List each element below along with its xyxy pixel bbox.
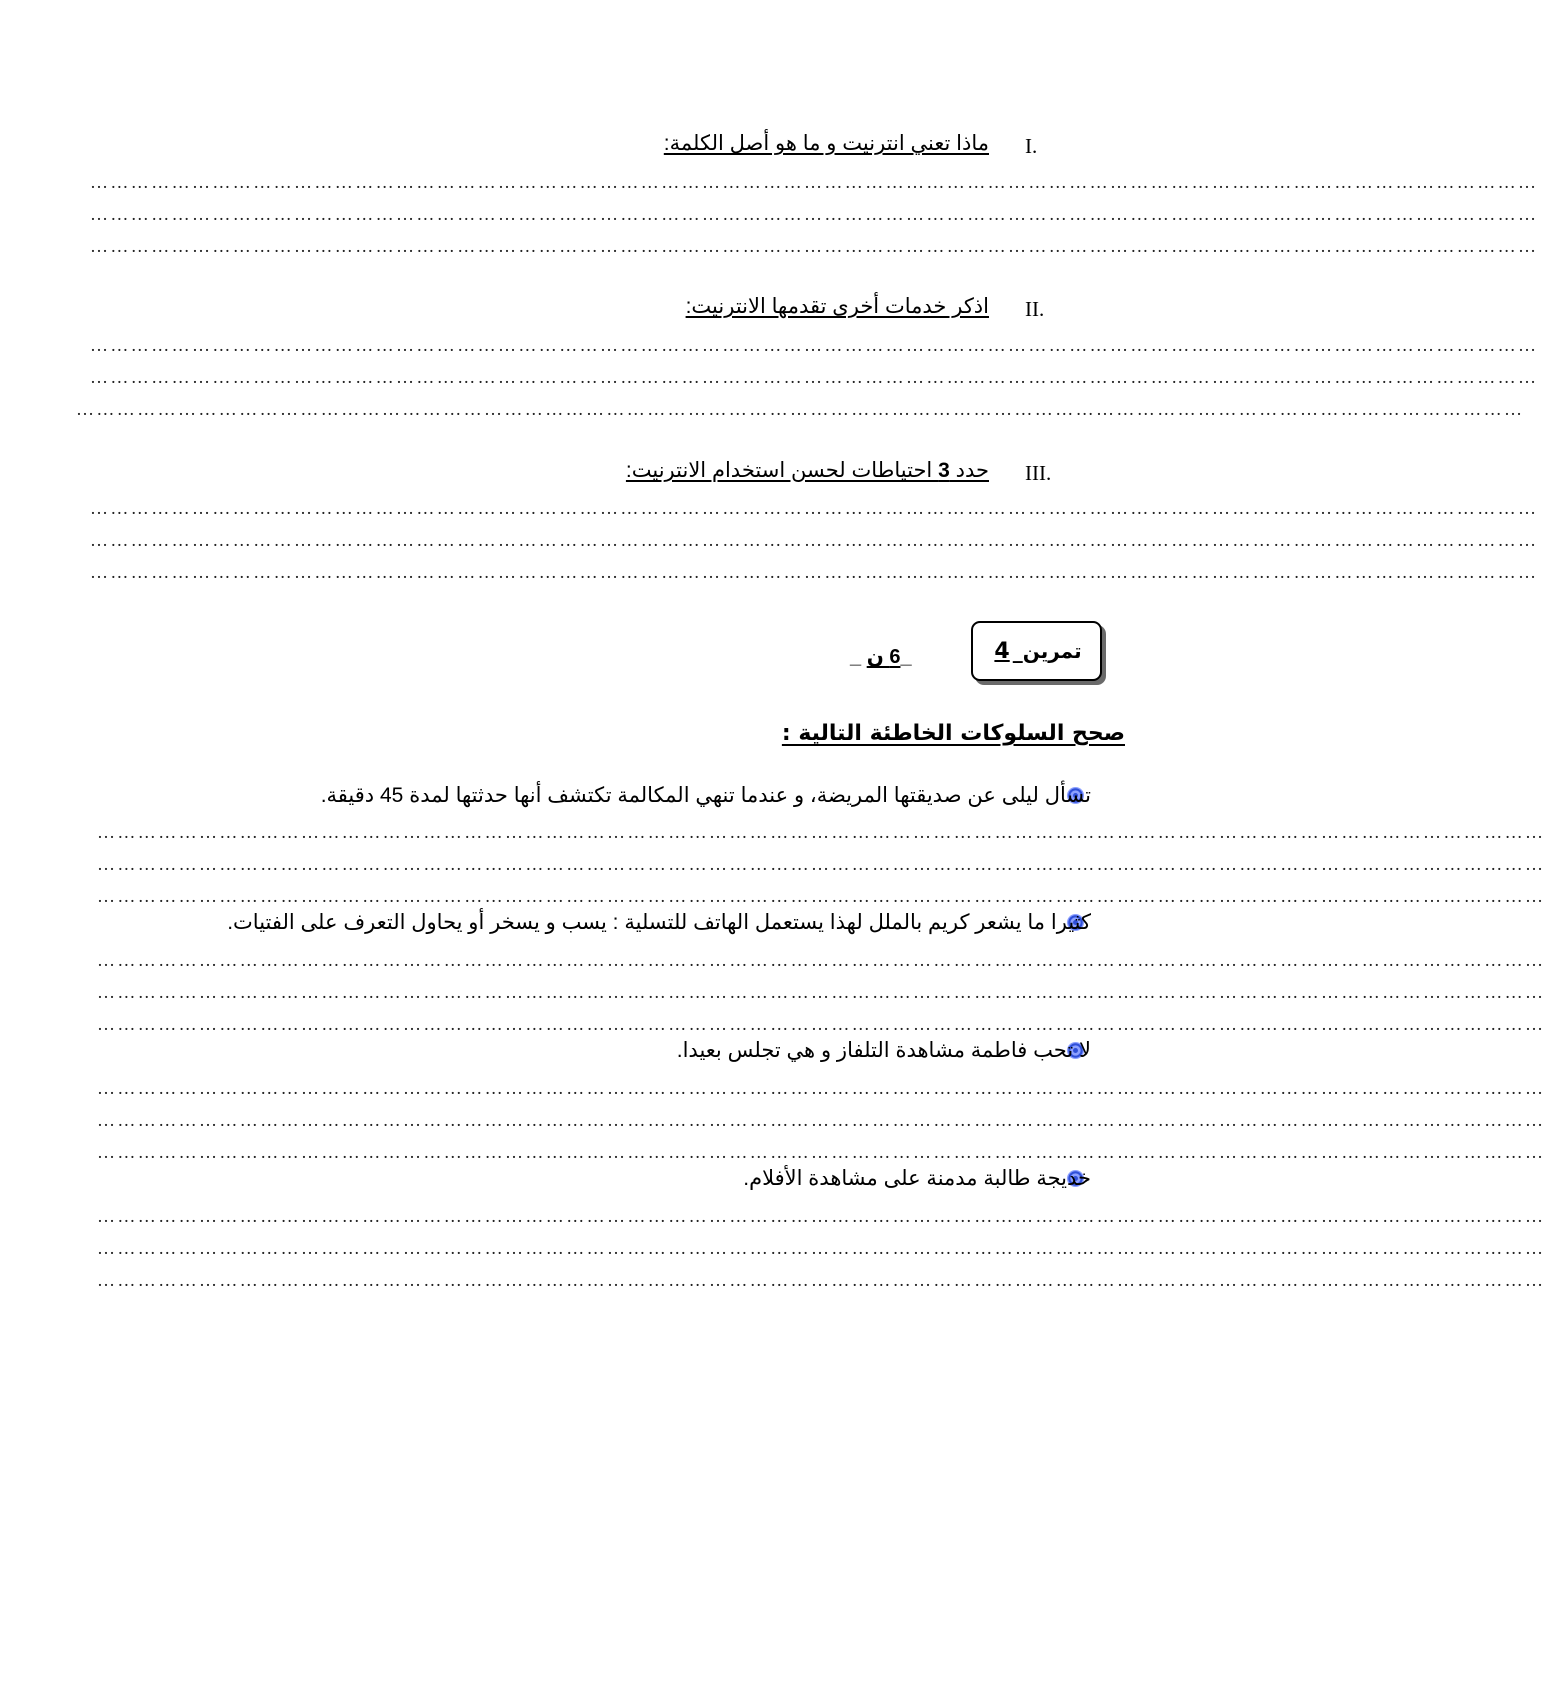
points-label xyxy=(850,644,912,669)
answer-line: …………………………………………………………………………………………………………………………………………………………………………………………… xyxy=(90,172,1539,192)
question-3-text-before: حدد xyxy=(949,459,989,482)
question-3-number: III. xyxy=(1025,461,1052,485)
section-heading: صحح السلوكات الخاطئة التالية : xyxy=(781,721,1125,746)
points-dash-left: _ xyxy=(850,646,862,668)
answer-line: …………………………………………………………………………………………………………………………………………………………………………………………… xyxy=(90,562,1539,582)
answer-line: …………………………………………………………………………………………………………………………………………………………………………………………… xyxy=(90,367,1539,387)
question-2-number: II. xyxy=(1025,297,1045,321)
exercise-box: تمرين _ 4 xyxy=(971,621,1102,681)
answer-line: …………………………………………………………………………………………………………………………………………………………………………………………… xyxy=(90,498,1539,518)
list-item: خديجة طالبة مدمنة على مشاهدة الأفلام. xyxy=(743,1167,1091,1190)
answer-line: …………………………………………………………………………………………………………………………………………………………………………………………… xyxy=(90,236,1539,256)
question-3-text xyxy=(626,458,989,484)
answer-line: …………………………………………………………………………………………………………………………………………………………………………………………… xyxy=(97,1270,1545,1290)
exercise-number: 4 xyxy=(994,638,1010,664)
answer-line: …………………………………………………………………………………………………………………………………………………………………………………………… xyxy=(97,982,1545,1002)
question-3-number-highlight: 3 xyxy=(938,459,950,482)
answer-line: …………………………………………………………………………………………………………………………………………………………………………………………… xyxy=(90,204,1539,224)
answer-line: …………………………………………………………………………………………………………………………………………………………………………………………… xyxy=(97,822,1545,842)
answer-line: …………………………………………………………………………………………………………………………………………………………………………………………… xyxy=(97,1110,1545,1130)
answer-line: …………………………………………………………………………………………………………………………………………………………………………………………… xyxy=(97,1078,1545,1098)
answer-line: …………………………………………………………………………………………………………………………………………………………………………………………… xyxy=(76,399,1525,419)
points-dash-right: _ xyxy=(900,646,912,668)
answer-line: …………………………………………………………………………………………………………………………………………………………………………………………… xyxy=(97,1142,1545,1162)
list-item: تسأل ليلى عن صديقتها المريضة، و عندما تنهي المكالمة تكتشف أنها حدثتها لمدة 45 دقيقة. xyxy=(320,784,1091,807)
question-1-number: I. xyxy=(1025,134,1038,158)
question-3-text-after: احتياطات لحسن استخدام الانترنيت: xyxy=(625,459,939,482)
answer-line: …………………………………………………………………………………………………………………………………………………………………………………………… xyxy=(97,1238,1545,1258)
answer-line: …………………………………………………………………………………………………………………………………………………………………………………………… xyxy=(97,1206,1545,1226)
list-item: لا تحب فاطمة مشاهدة التلفاز و هي تجلس بعيدا. xyxy=(676,1039,1091,1062)
points-value: 6 ن xyxy=(866,646,901,668)
question-1-text: ماذا تعني انترنيت و ما هو أصل الكلمة: xyxy=(663,132,989,155)
answer-line: …………………………………………………………………………………………………………………………………………………………………………………………… xyxy=(90,335,1539,355)
answer-line: …………………………………………………………………………………………………………………………………………………………………………………………… xyxy=(97,1014,1545,1034)
question-2-text: اذكر خدمات أخرى تقدمها الانترنيت: xyxy=(685,295,989,318)
list-item: كثيرا ما يشعر كريم بالملل لهذا يستعمل الهاتف للتسلية : يسب و يسخر أو يحاول التعرف على الفتيات. xyxy=(227,911,1091,934)
answer-line: …………………………………………………………………………………………………………………………………………………………………………………………… xyxy=(97,950,1545,970)
answer-line: …………………………………………………………………………………………………………………………………………………………………………………………… xyxy=(90,530,1539,550)
answer-line: …………………………………………………………………………………………………………………………………………………………………………………………… xyxy=(97,854,1545,874)
answer-line: …………………………………………………………………………………………………………………………………………………………………………………………… xyxy=(97,886,1545,906)
exercise-label: تمرين xyxy=(1022,639,1082,663)
